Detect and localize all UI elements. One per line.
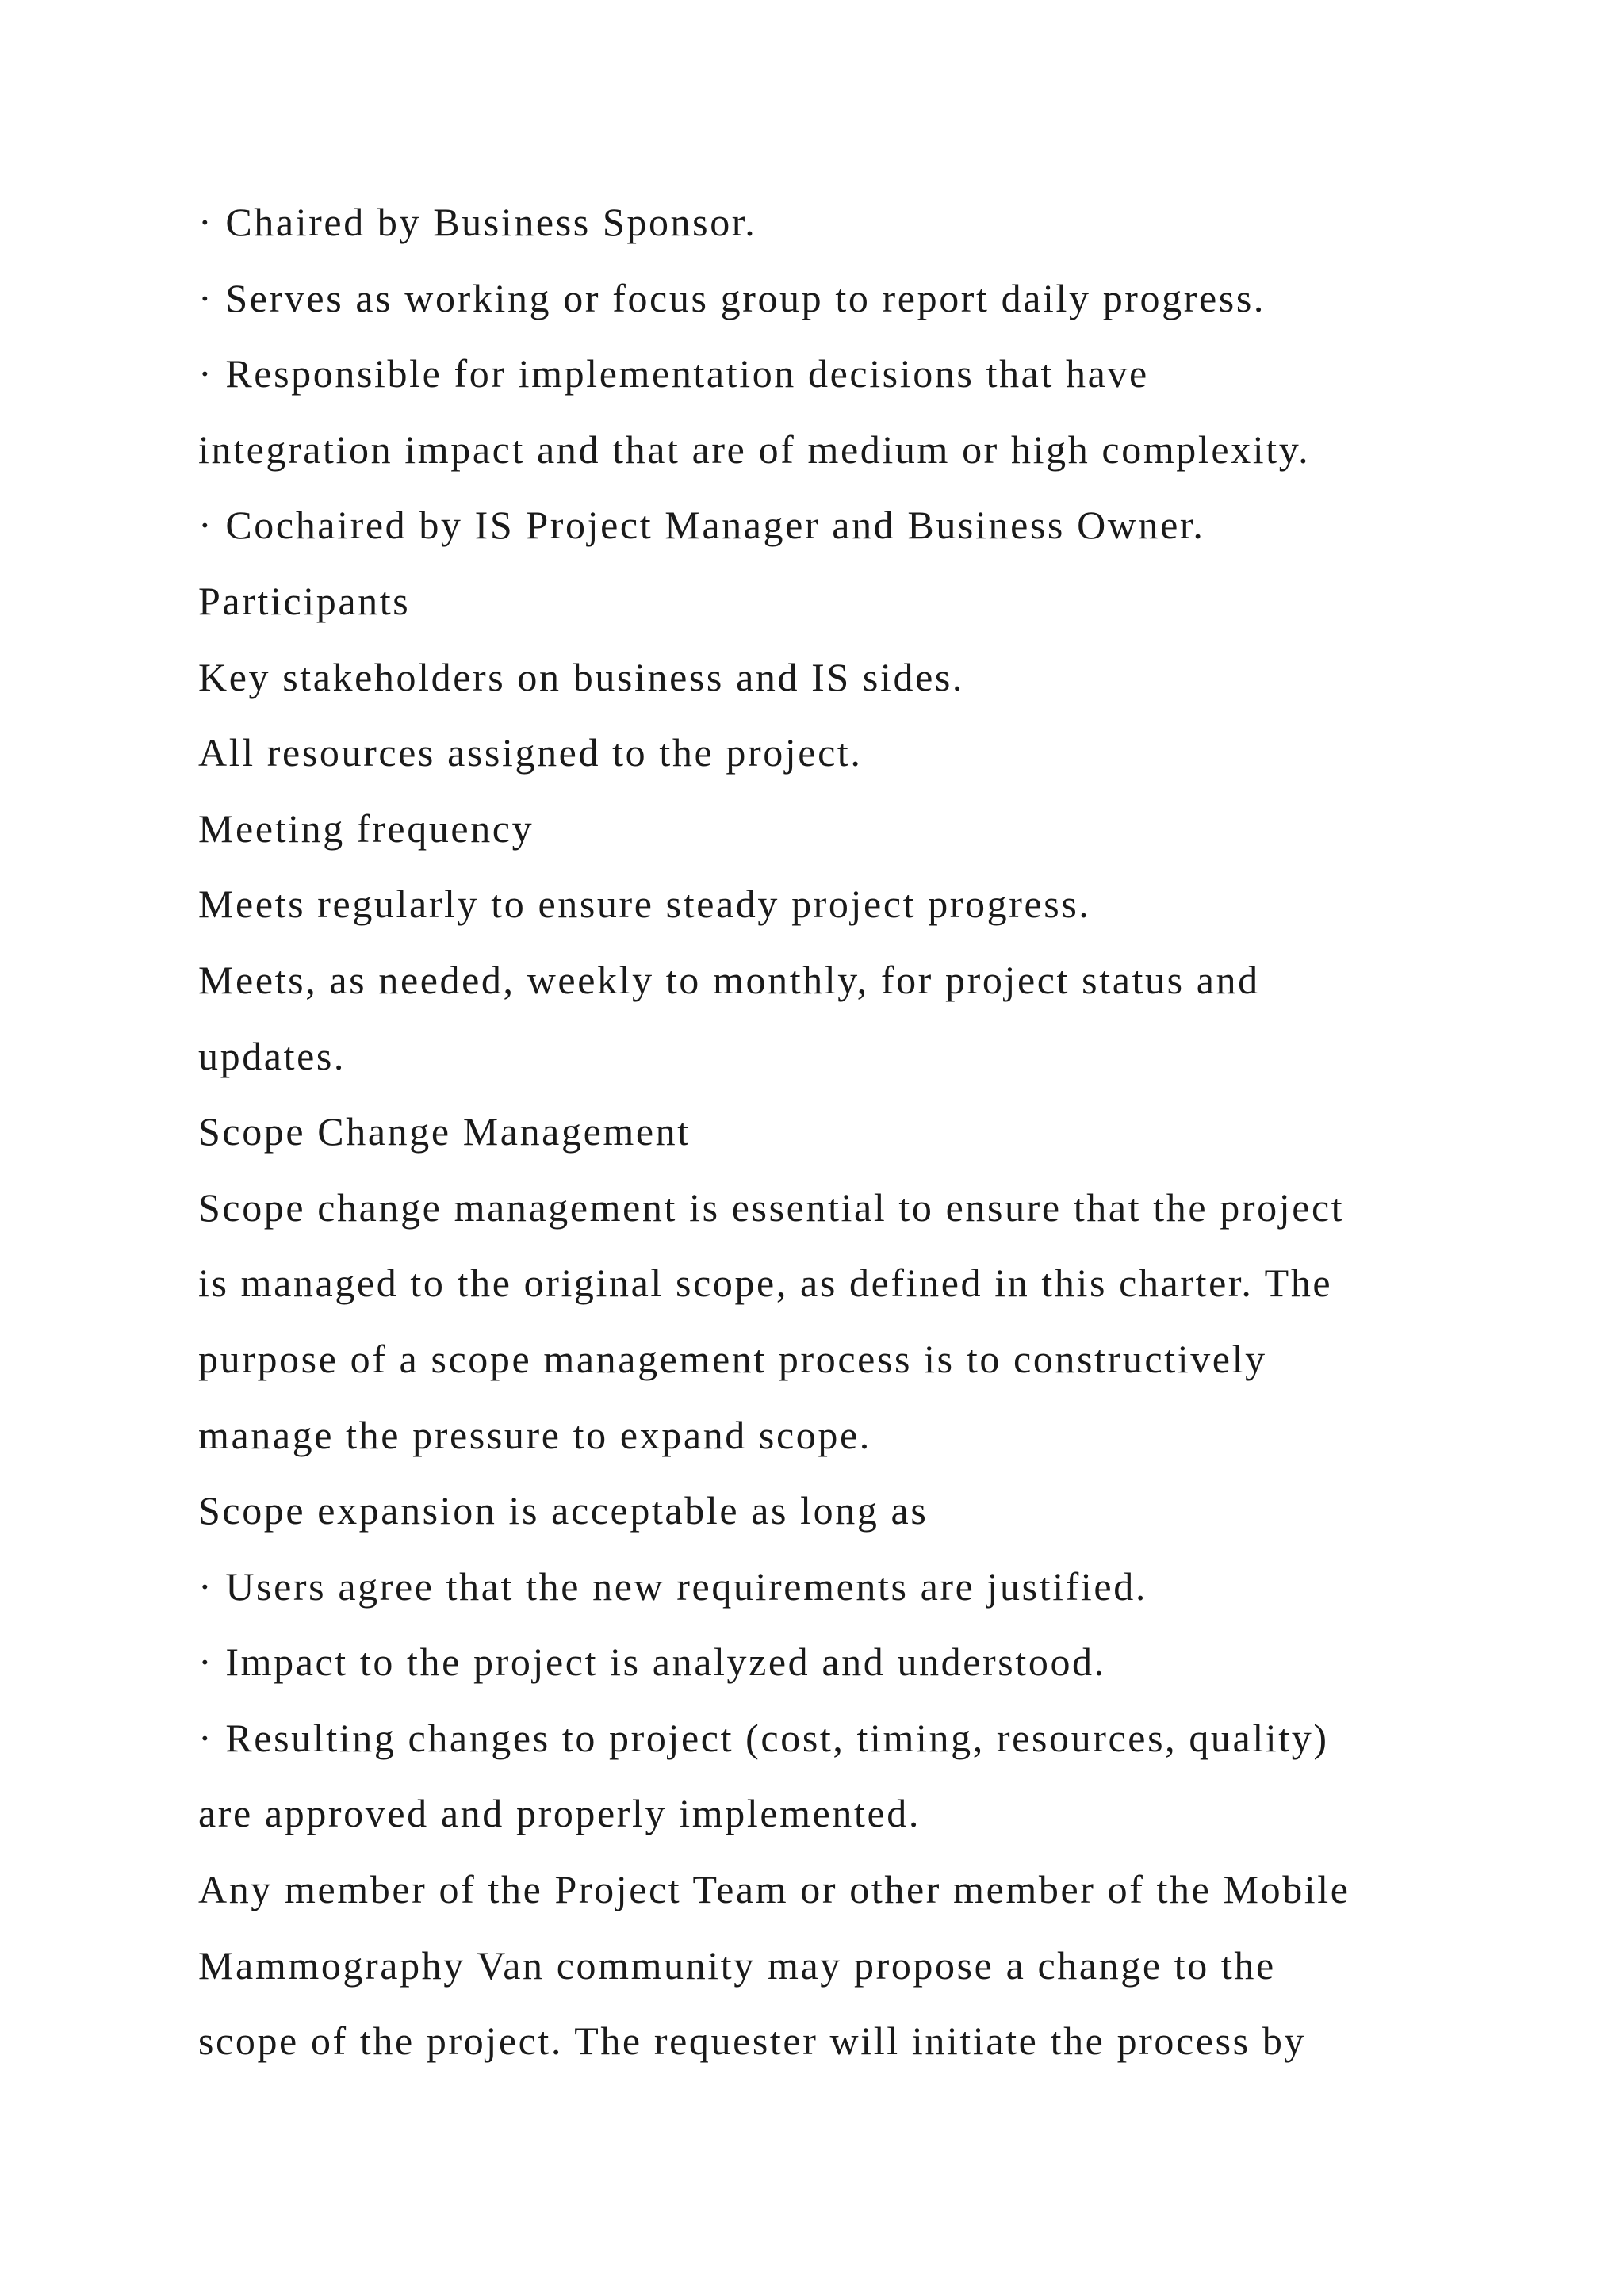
- document-body: [198, 185, 1594, 2080]
- bullet-cochaired: · Cochaired by IS Project Manager and Business Owner.: [198, 503, 1205, 548]
- heading-participants: Participants: [198, 578, 411, 623]
- text-line: scope of the project. The requester will initiate the process by: [198, 2019, 1307, 2064]
- bullet-impact-analyzed: · Impact to the project is analyzed and understood.: [198, 1640, 1106, 1685]
- text-line: Meets, as needed, weekly to monthly, for project status and: [198, 957, 1260, 1002]
- text-line: are approved and properly implemented.: [198, 1791, 921, 1836]
- text-line: Meets regularly to ensure steady project progress.: [198, 882, 1091, 927]
- text-line: Key stakeholders on business and IS sides.: [198, 654, 965, 699]
- text-line: integration impact and that are of medium or high complexity.: [198, 427, 1311, 472]
- text-line: Any member of the Project Team or other member of the Mobile: [198, 1867, 1350, 1912]
- text-line: Scope expansion is acceptable as long as: [198, 1488, 929, 1533]
- text-line: is managed to the original scope, as defined in this charter. The: [198, 1261, 1333, 1306]
- text-line: updates.: [198, 1033, 347, 1078]
- bullet-users-agree: · Users agree that the new requirements are justified.: [198, 1563, 1147, 1609]
- bullet-chaired-by-sponsor: · Chaired by Business Sponsor.: [198, 200, 757, 244]
- text-line: Scope change management is essential to ensure that the project: [198, 1184, 1345, 1230]
- text-line: purpose of a scope management process is to constructively: [198, 1336, 1267, 1381]
- text-line: All resources assigned to the project.: [198, 730, 863, 775]
- heading-scope-change-management: Scope Change Management: [198, 1109, 691, 1154]
- heading-meeting-frequency: Meeting frequency: [198, 806, 534, 851]
- text-line: manage the pressure to expand scope.: [198, 1412, 871, 1457]
- bullet-implementation-decisions: · Responsible for implementation decisions that have: [198, 351, 1149, 396]
- text-line: Mammography Van community may propose a change to the: [198, 1942, 1276, 1988]
- bullet-resulting-changes: · Resulting changes to project (cost, timing, resources, quality): [198, 1715, 1329, 1760]
- bullet-working-group: · Serves as working or focus group to report daily progress.: [198, 275, 1266, 320]
